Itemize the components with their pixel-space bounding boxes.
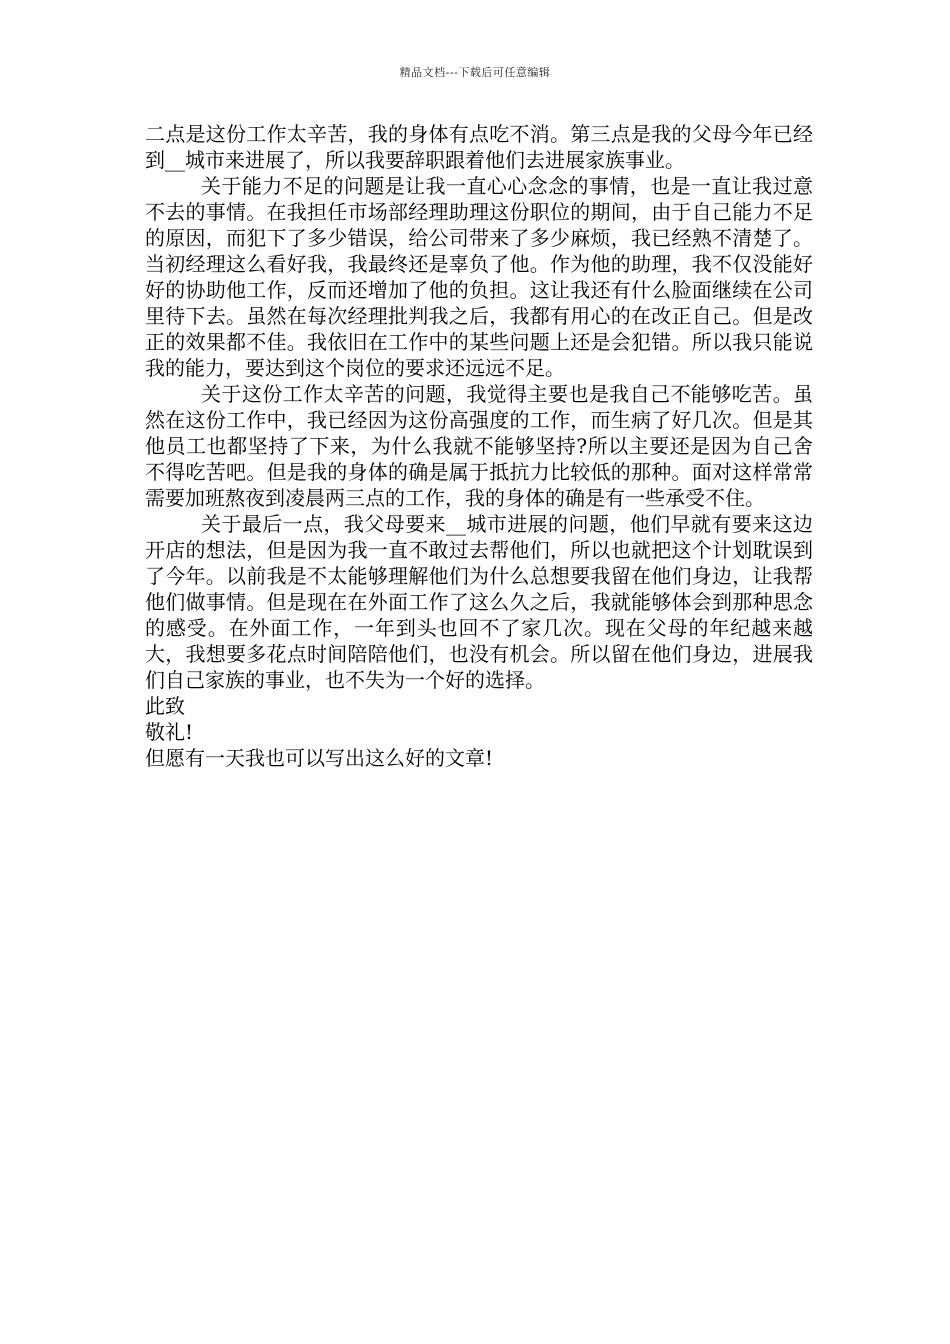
paragraph-parents: 关于最后一点，我父母要来__城市进展的问题，他们早就有要来这边开店的想法，但是因为我一直不敢过去帮他们，所以也就把这个计划耽误到了今年。以前我是不太能够理解他们为什么总想要我留在他们身边，让我帮他们做事情。但是现在在外面工作了这么久之后，我就能够体会到那种思念的感受。在外面工作，一年到头也回不了家几次。现在父母的年纪越来越大，我想要多花点时间陪陪他们，也没有机会。所以留在他们身边，进展我们自己家族的事业，也不失为一个好的选择。 xyxy=(145,512,813,692)
closing-wish: 但愿有一天我也可以写出这么好的文章! xyxy=(145,746,494,770)
closing-regards: 敬礼! xyxy=(145,720,194,744)
paragraph-ability: 关于能力不足的问题是让我一直心心念念的事情，也是一直让我过意不去的事情。在我担任市场部经理助理这份职位的期间，由于自己能力不足的原因，而犯下了多少错误，给公司带来了多少麻烦，我已经熟不清楚了。当初经理这么看好我，我最终还是辜负了他。作为他的助理，我不仅没能好好的协助他工作，反而还增加了他的负担。这让我还有什么脸面继续在公司里待下去。虽然在每次经理批判我之后，我都有用心的在改正自己。但是改正的效果都不佳。我依旧在工作中的某些问题上还是会犯错。所以我只能说我的能力，要达到这个岗位的要求还远远不足。 xyxy=(145,174,813,380)
paragraph-hardship: 关于这份工作太辛苦的问题，我觉得主要也是我自己不能够吃苦。虽然在这份工作中，我已经因为这份高强度的工作，而生病了好几次。但是其他员工也都坚持了下来，为什么我就不能够坚持?所以主要还是因为自己舍不得吃苦吧。但是我的身体的确是属于抵抗力比较低的那种。面对这样常常需要加班熬夜到凌晨两三点的工作，我的身体的确是有一些承受不住。 xyxy=(145,382,813,510)
document-body xyxy=(145,121,813,771)
closing-salutation: 此致 xyxy=(145,694,185,718)
page-header: 精品文档---下载后可任意编辑 xyxy=(399,66,551,79)
paragraph-continuation: 二点是这份工作太辛苦，我的身体有点吃不消。第三点是我的父母今年已经到__城市来进展了，所以我要辞职跟着他们去进展家族事业。 xyxy=(145,122,813,172)
